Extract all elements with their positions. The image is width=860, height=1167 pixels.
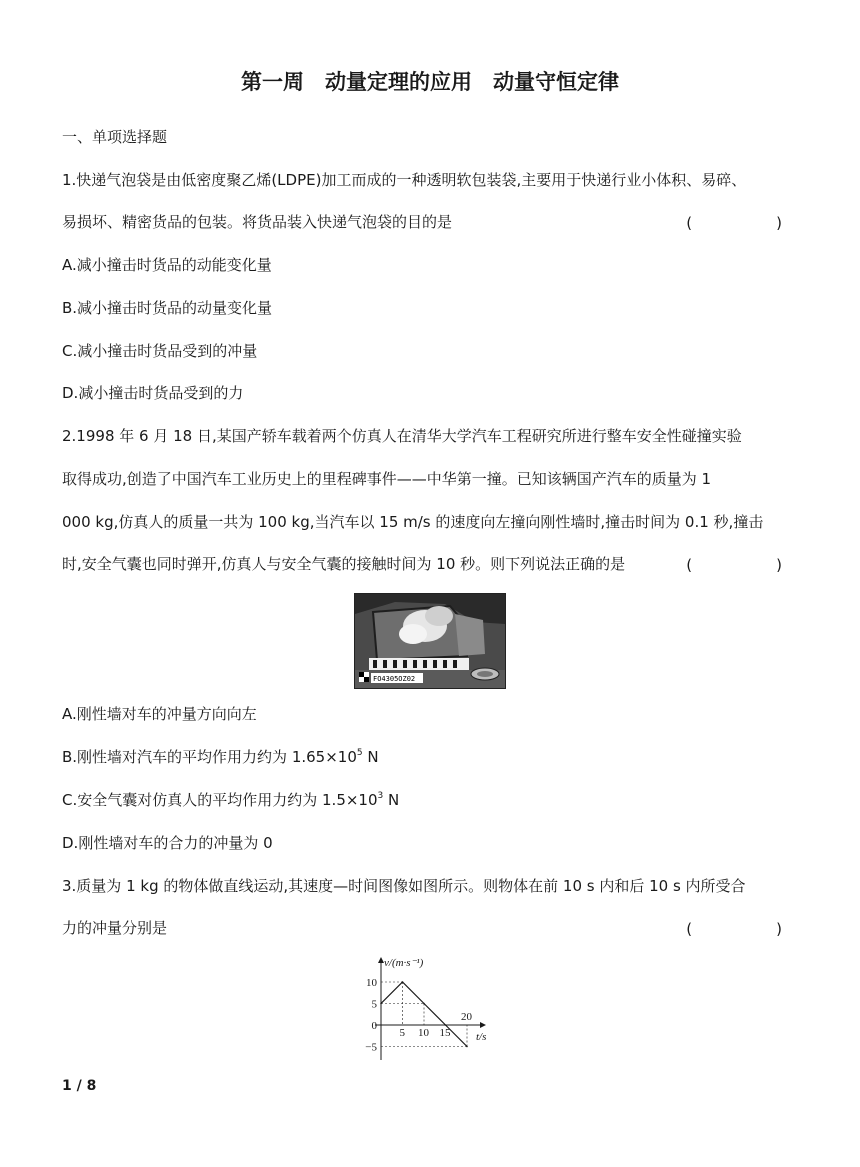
q2-stem-line1: 2.1998 年 6 月 18 日,某国产轿车载着两个仿真人在清华大学汽车工程研究所进行整车安全性碰撞实验 [62,427,742,445]
q2-option-c-unit: N [383,791,400,809]
section-heading: 一、单项选择题 [62,128,168,146]
q3-stem-line1: 3.质量为 1 kg 的物体做直线运动,其速度—时间图像如图所示。则物体在前 10 s 内和后 10 s 内所受合 [62,877,746,895]
crash-test-photo [354,593,506,689]
page-title: 第一周 动量定理的应用 动量守恒定律 [241,70,619,94]
y-tick-label: 10 [366,977,377,989]
q2-option-c-text: C.安全气囊对仿真人的平均作用力约为 1.5×10 [62,791,378,809]
q2-option-b-exponent: 5 [356,748,363,758]
q1-answer-bracket: ( ) [686,214,800,232]
x-tick-label: 10 [418,1027,429,1039]
q2-stem-line2: 取得成功,创造了中国汽车工业历史上的里程碑事件——中华第一撞。已知该辆国产汽车的质量为 1 [62,470,712,488]
x-tick-label: 15 [439,1027,451,1039]
q1-option-b: B.减小撞击时货品的动量变化量 [62,299,273,317]
q1-option-d: D.减小撞击时货品受到的力 [62,384,244,402]
q1-stem-line2: 易损坏、精密货品的包装。将货品装入快递气泡袋的目的是 [62,213,453,231]
y-axis-label: v/(m·s⁻¹) [384,957,424,969]
photo-label: FO4305OZ02 [373,675,416,683]
page-number: 1 / 8 [62,1078,97,1094]
q2-stem-line4: 时,安全气囊也同时弹开,仿真人与安全气囊的接触时间为 10 秒。则下列说法正确的是 [62,555,626,573]
x-tick-label: 5 [399,1027,405,1039]
q1-stem-line1: 1.快递气泡袋是由低密度聚乙烯(LDPE)加工而成的一种透明软包装袋,主要用于快递行业小体积、易碎、 [62,171,747,189]
q2-option-c-exponent: 3 [377,791,384,801]
velocity-time-graph [350,950,510,1066]
x-axis-label: t/s [476,1031,487,1043]
y-tick-label: 0 [371,1020,377,1032]
q2-option-b-unit: N [362,748,379,766]
q1-option-c: C.减小撞击时货品受到的冲量 [62,342,258,360]
q3-answer-bracket: ( ) [686,920,800,938]
y-tick-label: −5 [365,1041,377,1054]
q2-option-b [62,747,379,767]
q2-stem-line3: 000 kg,仿真人的质量一共为 100 kg,当汽车以 15 m/s 的速度向左撞向刚性墙时,撞击时间为 0.1 秒,撞击 [62,513,764,531]
q2-option-d: D.刚性墙对车的合力的冲量为 0 [62,834,273,852]
x-tick-label: 20 [461,1011,472,1023]
y-tick-label: 5 [371,998,377,1011]
q3-stem-line2: 力的冲量分别是 [62,919,168,937]
q2-option-c [62,790,399,810]
q2-option-a: A.刚性墙对车的冲量方向向左 [62,705,257,723]
q1-option-a: A.减小撞击时货品的动能变化量 [62,256,272,274]
q2-answer-bracket: ( ) [686,556,800,574]
q2-option-b-text: B.刚性墙对汽车的平均作用力约为 1.65×10 [62,748,357,766]
